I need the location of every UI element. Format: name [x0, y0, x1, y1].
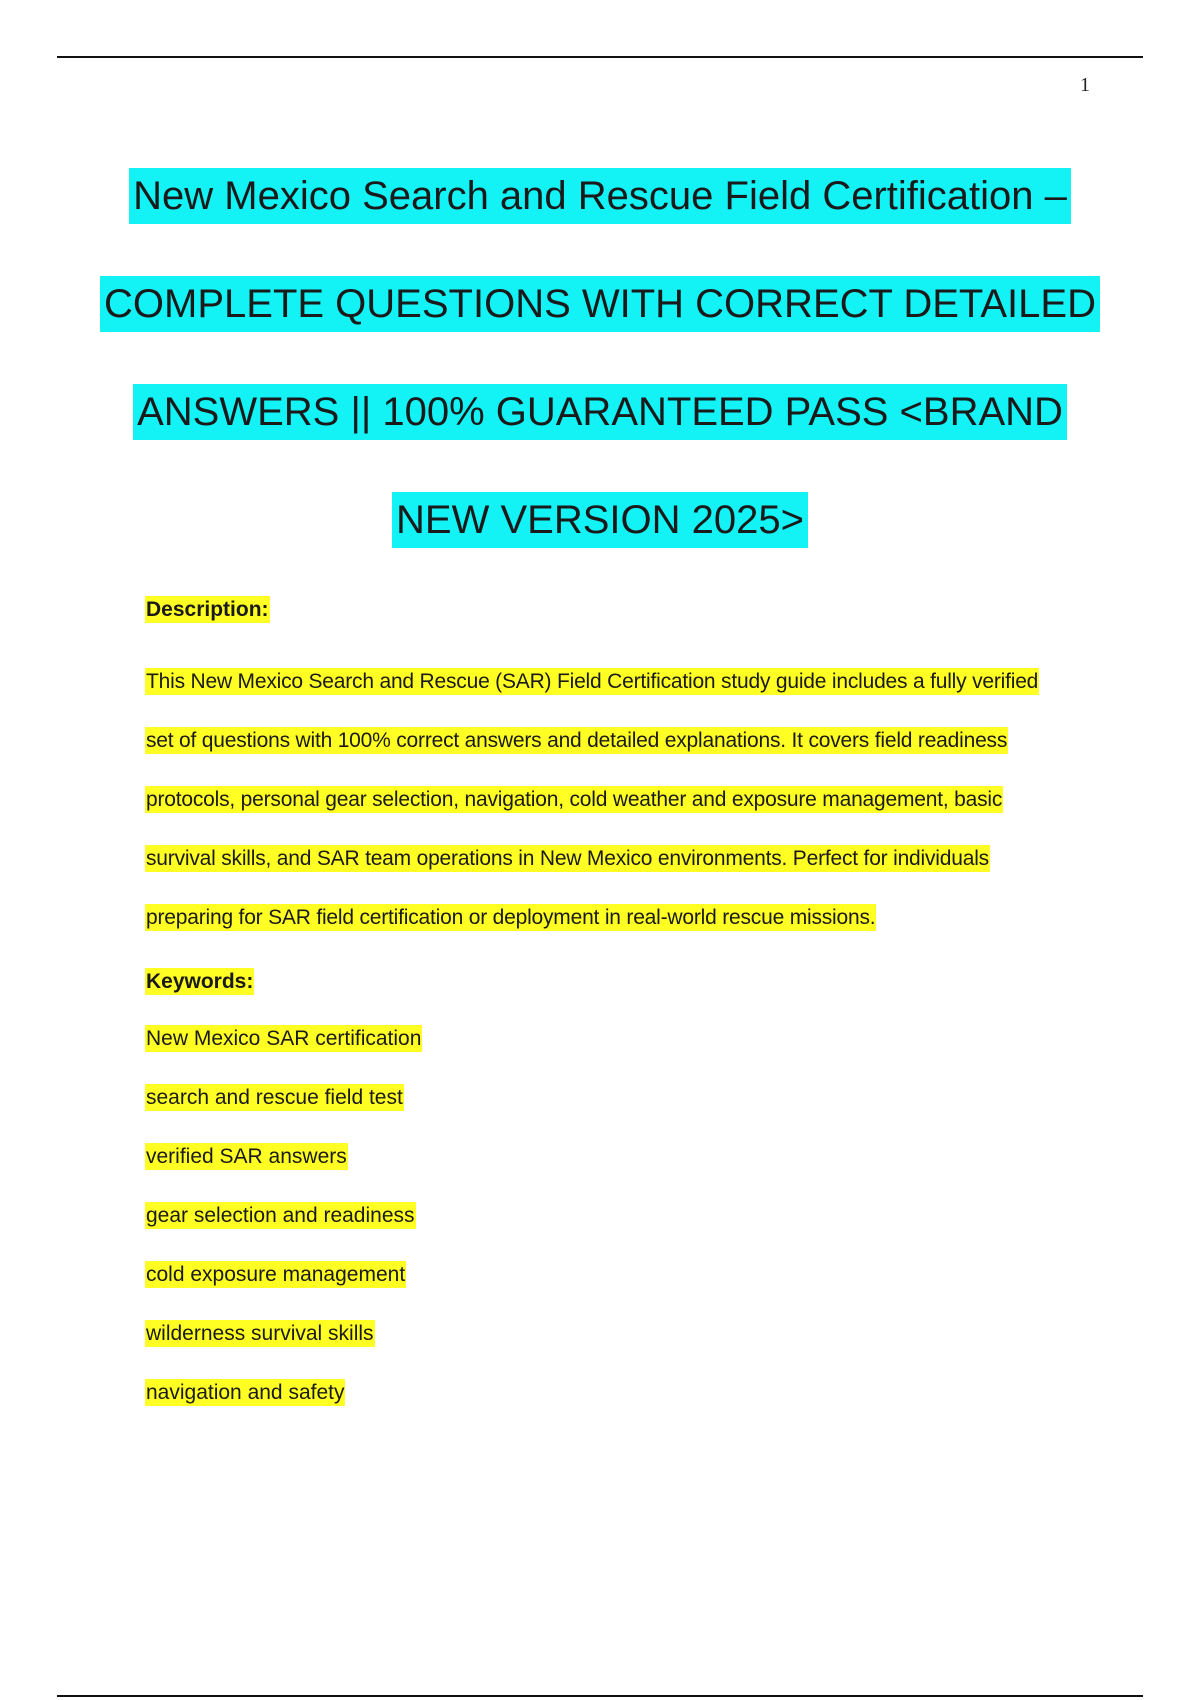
- keyword-item: [145, 1319, 1105, 1378]
- header-rule: [57, 56, 1143, 58]
- footer-rule: [57, 1695, 1143, 1697]
- description-line: protocols, personal gear selection, navigation, cold weather and exposure management, basic: [146, 788, 1003, 811]
- keyword-item: [145, 1378, 1105, 1437]
- keyword-text: navigation and safety: [146, 1381, 345, 1404]
- keyword-item: [145, 1201, 1105, 1260]
- description-line: survival skills, and SAR team operations in New Mexico environments. Perfect for individuals: [146, 847, 989, 870]
- description-paragraph: [145, 652, 1105, 947]
- keyword-item: [145, 1260, 1105, 1319]
- keyword-text: verified SAR answers: [146, 1145, 347, 1168]
- title-line: COMPLETE QUESTIONS WITH CORRECT DETAILED: [100, 276, 1100, 332]
- description-line: set of questions with 100% correct answers and detailed explanations. It covers field readiness: [146, 729, 1008, 752]
- page-number: 1: [1080, 74, 1090, 96]
- keyword-text: cold exposure management: [146, 1263, 406, 1286]
- description-label: Description:: [146, 598, 269, 621]
- description-line: This New Mexico Search and Rescue (SAR) Field Certification study guide includes a fully verified: [146, 670, 1039, 693]
- document-title: [100, 142, 1100, 574]
- keywords-heading: [145, 970, 1105, 994]
- keyword-item: [145, 1024, 1105, 1083]
- keyword-text: search and rescue field test: [146, 1086, 403, 1109]
- keywords-list: [145, 1024, 1105, 1437]
- keyword-text: wilderness survival skills: [146, 1322, 374, 1345]
- description-heading: [145, 598, 1105, 622]
- keyword-text: gear selection and readiness: [146, 1204, 415, 1227]
- keywords-label: Keywords:: [146, 970, 254, 993]
- description-line: preparing for SAR field certification or deployment in real-world rescue missions.: [146, 906, 876, 929]
- keyword-item: [145, 1142, 1105, 1201]
- title-line: New Mexico Search and Rescue Field Certification –: [129, 168, 1071, 224]
- keyword-item: [145, 1083, 1105, 1142]
- keyword-text: New Mexico SAR certification: [146, 1027, 422, 1050]
- title-line: ANSWERS || 100% GUARANTEED PASS <BRAND: [133, 384, 1067, 440]
- title-line: NEW VERSION 2025>: [392, 492, 808, 548]
